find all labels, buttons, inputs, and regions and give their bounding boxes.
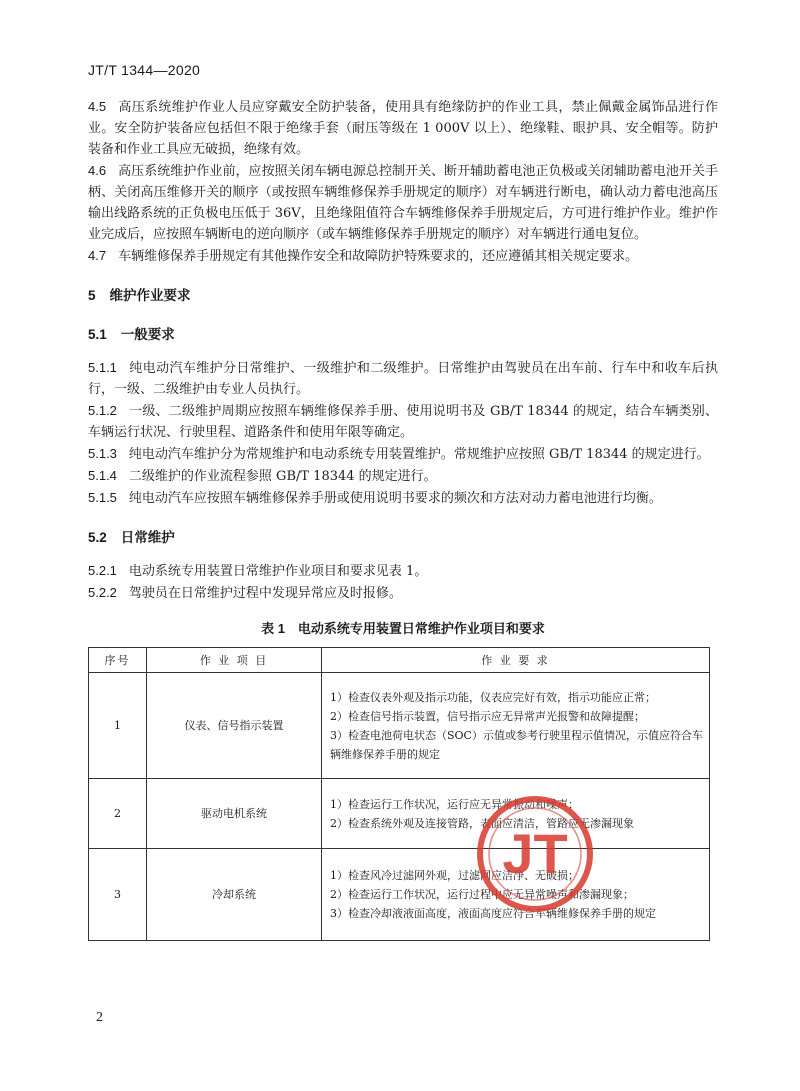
document-code-header: JT/T 1344—2020 (88, 62, 201, 78)
document-body (88, 96, 718, 941)
clause-number: 5.1.5 (88, 490, 117, 505)
clause-number: 5.1.2 (88, 403, 117, 418)
requirement-line: 3）检查电池荷电状态（SOC）示值或参考行驶里程示值情况，示值应符合车辆维修保养手册的规定 (330, 728, 703, 761)
requirement-line: 2）检查运行工作状况，运行过程中应无异常噪声和渗漏现象； (330, 888, 634, 901)
clause-text: 二级维护的作业流程参照 GB/T 18344 的规定进行。 (128, 469, 437, 484)
row-requirements (322, 673, 710, 779)
clause-text: 高压系统维护作业前，应按照关闭车辆电源总控制开关、断开辅助蓄电池正负极或关闭辅助蓄电池开关手柄、关闭高压维修开关的顺序（或按照车辆维修保养手册规定的顺序）对车辆进行断电，确认动力蓄电池高压输出线路系统的正负极电压低于 36V，且绝缘阻值符合车辆维修保养手册规定后，方可进行维护作业。维护作业完成后，应按照车辆断电的逆向顺序（或车辆维修保养手册规定的顺序）对车辆进行通电复位。 (88, 164, 718, 242)
requirement-line: 2）检查信号指示装置，信号指示应无异常声光报警和故障提醒； (330, 709, 645, 723)
section-title: 日常维护 (120, 530, 175, 545)
clause-5-2-1 (88, 560, 718, 582)
requirement-line: 1）检查运行工作状况，运行应无异常振动和噪声； (330, 797, 579, 811)
row-requirements (322, 849, 710, 941)
clause-4-6 (88, 160, 718, 245)
clause-4-5 (88, 96, 718, 160)
requirement-line: 2）检查系统外观及连接管路，表面应清洁，管路应无渗漏现象 (330, 816, 634, 830)
row-number: 3 (89, 849, 147, 941)
row-number: 2 (89, 779, 147, 849)
clause-text: 车辆维修保养手册规定有其他操作安全和故障防护特殊要求的，还应遵循其相关规定要求。 (118, 249, 639, 264)
requirement-line: 3）检查冷却液液面高度，液面高度应符合车辆维修保养手册的规定 (330, 907, 656, 920)
clause-5-2-2 (88, 582, 718, 604)
section-title: 一般要求 (120, 327, 175, 342)
section-5-1-heading (88, 324, 718, 345)
clause-text: 驾驶员在日常维护过程中发现异常应及时报修。 (128, 586, 402, 601)
clause-number: 5.1.4 (88, 468, 117, 483)
row-item: 仪表、信号指示装置 (147, 673, 322, 779)
section-5-2-heading (88, 527, 718, 548)
row-requirements (322, 779, 710, 849)
column-header-requirement: 作 业 要 求 (322, 648, 710, 673)
clause-text: 高压系统维护作业人员应穿戴安全防护装备，使用具有绝缘防护的作业工具，禁止佩戴金属饰品进行作业。安全防护装备应包括但不限于绝缘手套（耐压等级在 1 000V 以上）、绝缘鞋、眼护具、安全帽等。防护装备和作业工具应无破损，绝缘有效。 (88, 100, 718, 157)
clause-5-1-2 (88, 400, 718, 443)
clause-number: 5.1.1 (88, 360, 117, 375)
clause-number: 5.2.1 (88, 563, 117, 578)
section-number: 5.1 (88, 327, 107, 342)
svg-text:JT: JT (502, 822, 568, 885)
table-title: 表 1 电动系统专用装置日常维护作业项目和要求 (261, 621, 545, 636)
section-5-heading (88, 285, 718, 306)
clause-number: 5.2.2 (88, 585, 117, 600)
clause-number: 4.6 (88, 163, 107, 178)
clause-number: 5.1.3 (88, 446, 117, 461)
table-header-row (89, 648, 710, 673)
section-number: 5 (88, 288, 96, 303)
table-row (89, 849, 710, 941)
clause-text: 纯电动汽车应按照车辆维修保养手册或使用说明书要求的频次和方法对动力蓄电池进行均衡。 (128, 491, 662, 506)
clause-number: 4.7 (88, 248, 107, 263)
requirement-line: 1）检查仪表外观及指示功能，仪表应完好有效，指示功能应正常； (330, 690, 656, 704)
clause-number: 4.5 (88, 99, 107, 114)
clause-5-1-5 (88, 487, 718, 509)
maintenance-table (88, 647, 710, 941)
clause-text: 一级、二级维护周期应按照车辆维修保养手册、使用说明书及 GB/T 18344 的规定，结合车辆类别、车辆运行状况、行驶里程、道路条件和使用年限等确定。 (88, 404, 718, 440)
column-header-item: 作 业 项 目 (147, 648, 322, 673)
page-number: 2 (96, 1010, 103, 1025)
column-header-no: 序号 (89, 648, 147, 673)
row-number: 1 (89, 673, 147, 779)
clause-5-1-3 (88, 443, 718, 465)
clause-4-7 (88, 245, 718, 267)
clause-text: 纯电动汽车维护分为常规维护和电动系统专用装置维护。常规维护应按照 GB/T 18344 的规定进行。 (128, 447, 710, 462)
clause-5-1-4 (88, 465, 718, 487)
row-item: 驱动电机系统 (147, 779, 322, 849)
requirement-line: 1）检查风冷过滤网外观，过滤网应洁净、无破损； (330, 869, 579, 882)
clause-5-1-1 (88, 357, 718, 400)
table-row (89, 673, 710, 779)
section-title: 维护作业要求 (109, 288, 191, 303)
section-number: 5.2 (88, 530, 107, 545)
clause-text: 纯电动汽车维护分日常维护、一级维护和二级维护。日常维护由驾驶员在出车前、行车中和收车后执行，一级、二级维护由专业人员执行。 (88, 361, 718, 397)
table-row (89, 779, 710, 849)
clause-text: 电动系统专用装置日常维护作业项目和要求见表 1。 (128, 564, 428, 579)
row-item: 冷却系统 (147, 849, 322, 941)
